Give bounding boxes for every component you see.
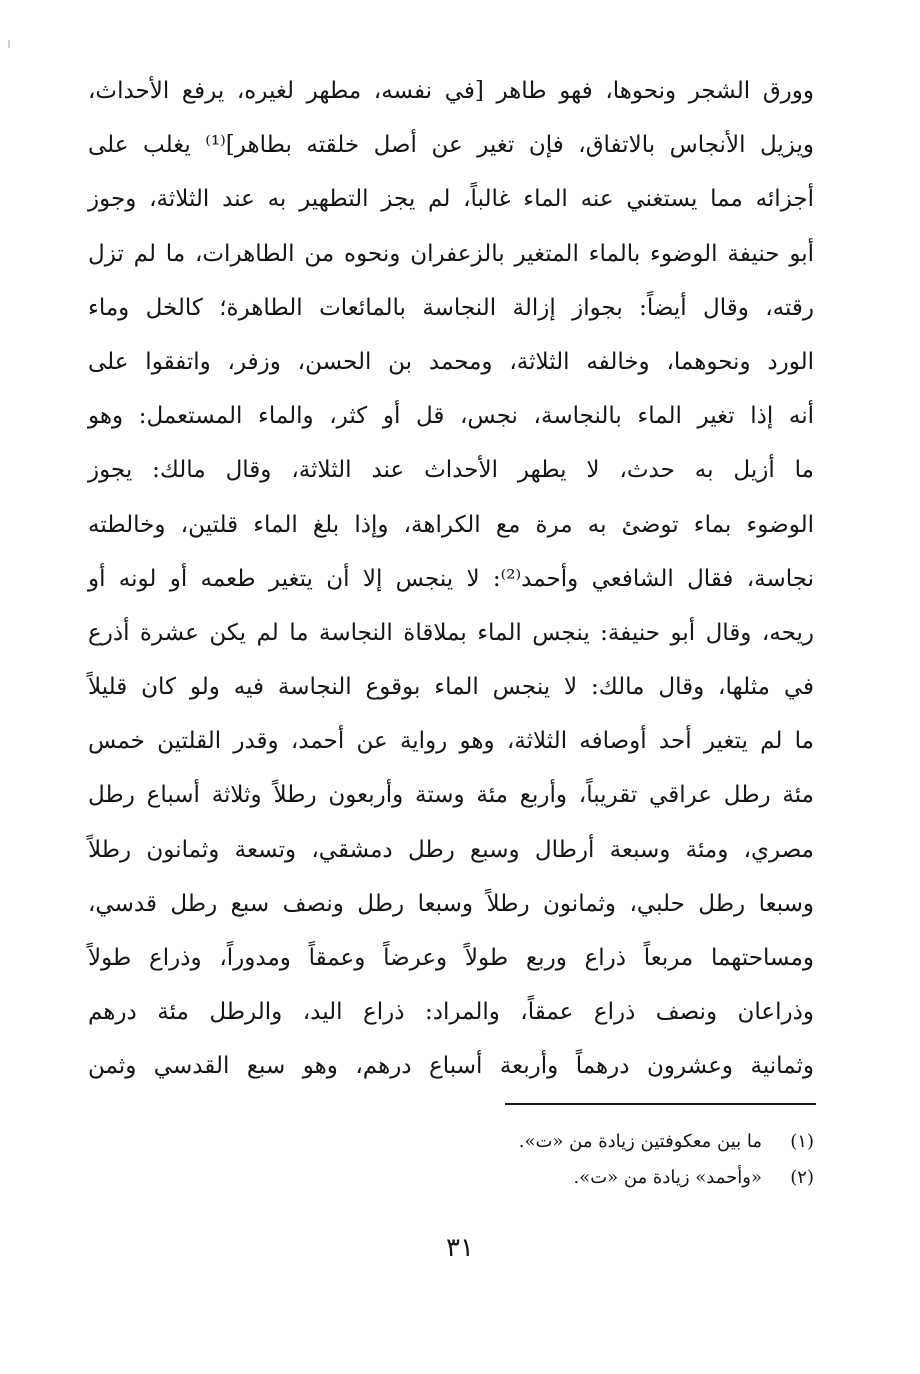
text-line: وورق الشجر ونحوها، فهو طاهر [في نفسه، مطهر لغيره، يرفع الأحداث، bbox=[88, 78, 814, 104]
text-line: أنه إذا تغير الماء بالنجاسة، نجس، قل أو كثر، والماء المستعمل: وهو bbox=[88, 403, 814, 430]
scan-edge-mark bbox=[8, 40, 10, 48]
footnote-text: ما بين معكوفتين زيادة من «ت». bbox=[518, 1131, 762, 1152]
footnote-1 bbox=[314, 1130, 814, 1166]
text-line: في مثلها، وقال مالك: لا ينجس الماء بوقوع النجاسة فيه ولو كان قليلاً bbox=[88, 674, 814, 701]
text-line: مئة رطل عراقي تقريباً، وأربع مئة وستة وأربعون رطلاً وثلاثة أسباع رطل bbox=[88, 782, 814, 809]
main-text bbox=[88, 64, 814, 1094]
text-line: ريحه، وقال أبو حنيفة: ينجس الماء بملاقاة النجاسة ما لم يكن عشرة أذرع bbox=[88, 619, 814, 646]
footnotes bbox=[314, 1130, 814, 1202]
footnote-2 bbox=[314, 1166, 814, 1202]
text-line: أبو حنيفة الوضوء بالماء المتغير بالزعفران ونحوه من الطاهرات، ما لم تزل bbox=[88, 240, 814, 267]
footnote-number: (٢) bbox=[790, 1167, 814, 1188]
text-line: مصري، ومئة وسبعة أرطال وسبع رطل دمشقي، وتسعة وثمانون رطلاً bbox=[88, 836, 814, 863]
page-number: ٣١ bbox=[446, 1233, 474, 1263]
footnote-separator bbox=[505, 1103, 816, 1105]
footnote-number: (١) bbox=[790, 1131, 814, 1152]
text-line: نجاسة، فقال الشافعي وأحمد⁽²⁾: لا ينجس إلا أن يتغير طعمه أو لونه أو bbox=[88, 565, 815, 592]
text-line: ما لم يتغير أحد أوصافه الثلاثة، وهو رواية عن أحمد، وقدر القلتين خمس bbox=[88, 728, 814, 755]
text-line: الوضوء بماء توضئ به مرة مع الكراهة، وإذا بلغ الماء قلتين، وخالطته bbox=[88, 511, 814, 538]
text-line: رقته، وقال أيضاً: بجواز إزالة النجاسة بالمائعات الطاهرة؛ كالخل وماء bbox=[88, 294, 814, 321]
text-line: وذراعان ونصف ذراع عمقاً، والمراد: ذراع اليد، والرطل مئة درهم bbox=[88, 999, 814, 1026]
footnote-text: «وأحمد» زيادة من «ت». bbox=[573, 1167, 762, 1188]
text-line: الورد ونحوهما، وخالفه الثلاثة، ومحمد بن الحسن، وزفر، واتفقوا على bbox=[88, 348, 814, 375]
text-line: ما أزيل به حدث، لا يطهر الأحداث عند الثلاثة، وقال مالك: يجوز bbox=[88, 457, 814, 484]
text-line: وسبعا رطل حلبي، وثمانون رطلاً وسبعا رطل ونصف سبع رطل قدسي، bbox=[88, 890, 814, 917]
text-line: أجزائه مما يستغني عنه الماء غالباً، لم يجز التطهير به عند الثلاثة، وجوز bbox=[88, 186, 814, 213]
text-line: ومساحتهما مربعاً ذراع وربع طولاً وعرضاً وعمقاً ومدوراً، وذراع طولاً bbox=[88, 945, 814, 971]
text-line: ويزيل الأنجاس بالاتفاق، فإن تغير عن أصل خلقته بطاهر]⁽¹⁾ يغلب على bbox=[88, 132, 814, 159]
text-line: وثمانية وعشرون درهماً وأربعة أسباع درهم، وهو سبع القدسي وثمن bbox=[88, 1053, 814, 1080]
